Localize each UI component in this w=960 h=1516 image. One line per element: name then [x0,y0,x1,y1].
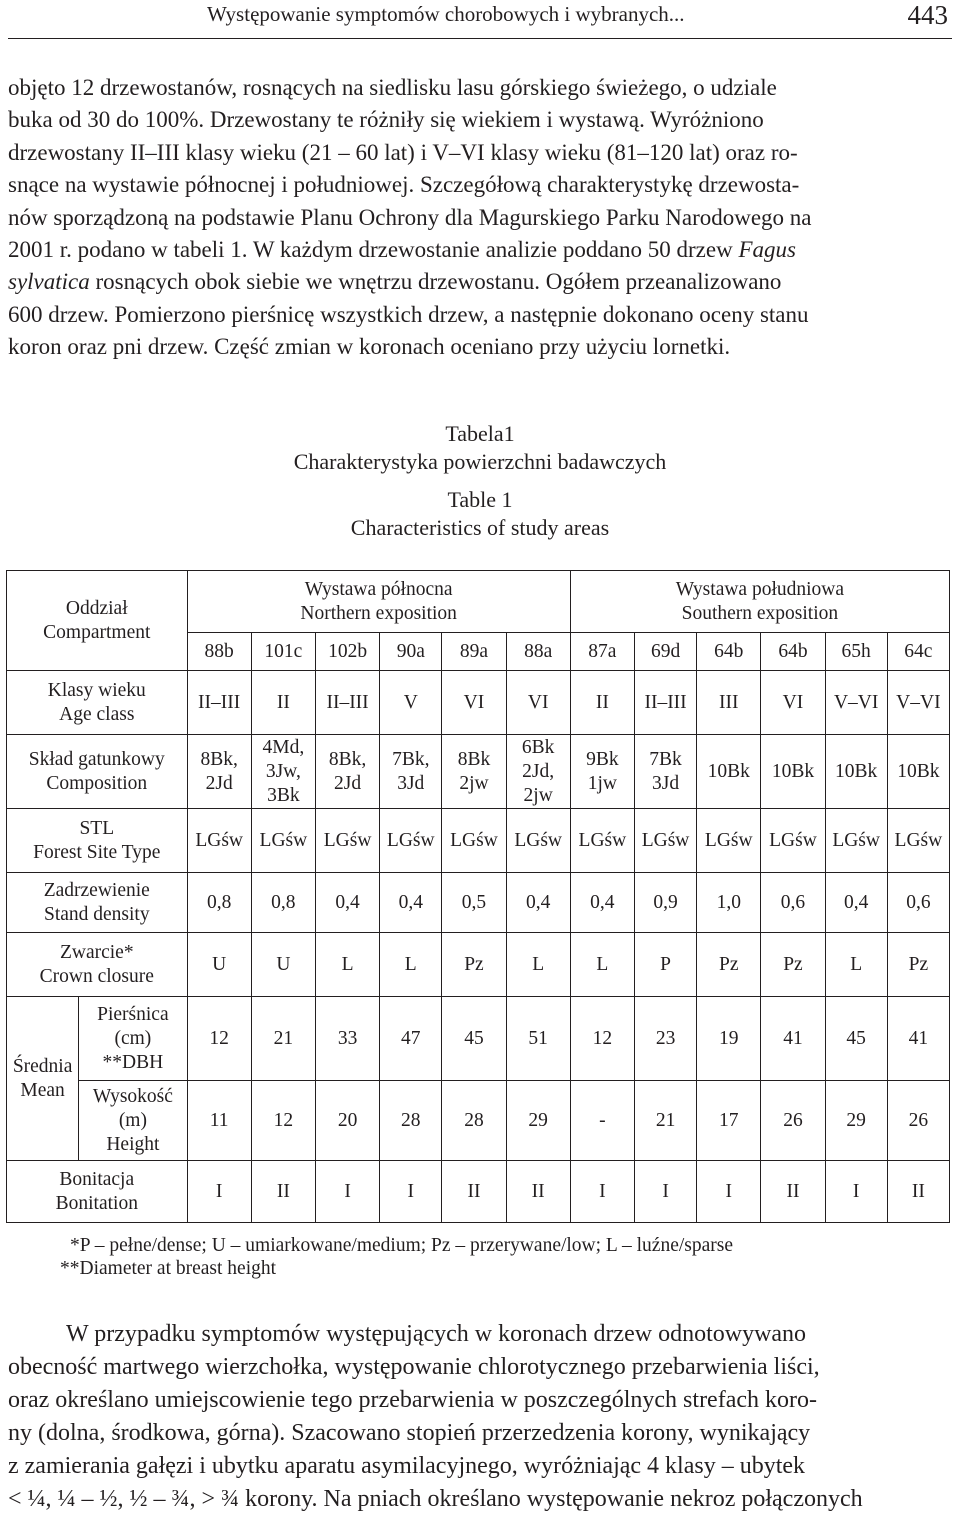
text-line: z zamierania gałęzi i ubytku aparatu asymilacyjnego, wyróżniając 4 klasy – ubytek [8,1453,806,1479]
closing-paragraph [8,1318,948,1516]
table-cell: 33 [315,997,379,1081]
compartment-cell: 65h [825,633,887,671]
table-cell: 0,5 [442,873,506,933]
table-cell: 0,4 [506,873,570,933]
text-line [8,234,948,266]
table-cell: 28 [442,1081,506,1161]
table-cell: 9Bk 1jw [570,735,634,809]
table-cell: 8Bk 2jw [442,735,506,809]
table-cell: 26 [887,1081,949,1161]
table-cell: 19 [697,997,761,1081]
table-cell: LGśw [187,809,251,873]
table-cell: U [251,933,315,997]
composition-row [7,735,950,809]
table-cell: 8Bk, 2Jd [187,735,251,809]
table-cell: Pz [442,933,506,997]
table-cell: 21 [634,1081,696,1161]
table-cell: I [697,1161,761,1223]
table-cell: II [761,1161,825,1223]
table-cell: I [187,1161,251,1223]
table-cell: 12 [570,997,634,1081]
table-cell: I [570,1161,634,1223]
table-cell: 0,4 [825,873,887,933]
compartment-cell: 64c [887,633,949,671]
table-cell: 0,4 [315,873,379,933]
table-cell: 21 [251,997,315,1081]
table-cell: 45 [442,997,506,1081]
table-cell: 26 [761,1081,825,1161]
table-cell: II [251,1161,315,1223]
stand-density-row [7,873,950,933]
crown-closure-row [7,933,950,997]
forest-site-type-row [7,809,950,873]
table-cell: 0,4 [570,873,634,933]
table-cell: L [506,933,570,997]
table-cell: 10Bk [697,735,761,809]
row-label: STL Forest Site Type [7,809,188,873]
compartment-cell: 88b [187,633,251,671]
table-cell: II [887,1161,949,1223]
table-cell: I [315,1161,379,1223]
table-cell: L [380,933,442,997]
table-cell: 41 [761,997,825,1081]
footnote: **Diameter at breast height [60,1258,277,1279]
table-cell: 29 [506,1081,570,1161]
text-line: nów sporządzoną na podstawie Planu Ochrony dla Magurskiego Parku Narodowego na [8,204,812,230]
text-line: ny (dolna, środkowa, górna). Szacowano stopień przerzedzenia korony, wynikający [8,1420,811,1446]
table-cell: L [825,933,887,997]
table-cell: LGśw [761,809,825,873]
age-class-row [7,671,950,735]
table-cell: VI [761,671,825,735]
table-number-en: Table 1 [447,487,513,512]
table-cell: 12 [251,1081,315,1161]
page-number: 443 [907,0,948,30]
table-cell: 10Bk [761,735,825,809]
table-cell: LGśw [697,809,761,873]
text-line: W przypadku symptomów występujących w koronach drzew odnotowywano [66,1321,807,1347]
running-title: Występowanie symptomów chorobowych i wybranych... [207,2,685,26]
text-fragment: rosnących obok siebie we wnętrzu drzewostanu. Ogółem przeanalizowano [89,269,782,295]
compartment-cell: 87a [570,633,634,671]
compartment-cell: 101c [251,633,315,671]
bonitation-row [7,1161,950,1223]
row-label: Klasy wieku Age class [7,671,188,735]
table-cell: II–III [315,671,379,735]
table-cell: Pz [887,933,949,997]
table-cell: III [697,671,761,735]
table-cell: II [570,671,634,735]
table-cell: Pz [761,933,825,997]
row-label: Bonitacja Bonitation [7,1161,188,1223]
table-cell: 6Bk 2Jd, 2jw [506,735,570,809]
table-cell: 47 [380,997,442,1081]
footnote: *P – pełne/dense; U – umiarkowane/medium; Pz – przerywane/low; L – luźne/sparse [70,1235,733,1256]
table-cell: I [380,1161,442,1223]
southern-exposition-header: Wystawa południowa Southern exposition [570,571,949,633]
table-cell: 17 [697,1081,761,1161]
table-cell: 0,4 [380,873,442,933]
table-cell: 20 [315,1081,379,1161]
row-label: Pierśnica (cm) **DBH [79,997,187,1081]
compartment-cell: 64b [761,633,825,671]
compartment-cell: 102b [315,633,379,671]
text-line [8,266,948,298]
table-cell: 7Bk 3Jd [634,735,696,809]
table-cell: 7Bk, 3Jd [380,735,442,809]
table-cell: LGśw [570,809,634,873]
row-label: Zadrzewienie Stand density [7,873,188,933]
compartment-header: Oddział Compartment [7,571,188,671]
table-cell: LGśw [634,809,696,873]
table-cell: LGśw [825,809,887,873]
table-cell: LGśw [315,809,379,873]
table-cell: L [570,933,634,997]
table-cell: I [825,1161,887,1223]
table-cell: 23 [634,997,696,1081]
row-label: Skład gatunkowy Composition [7,735,188,809]
table-cell: II [442,1161,506,1223]
table-cell: 51 [506,997,570,1081]
mean-label: Średnia Mean [7,997,79,1161]
table-cell: II [506,1161,570,1223]
text-line: obecność martwego wierzchołka, występowanie chlorotycznego przebarwienia liści, [8,1354,820,1380]
compartment-cell: 69d [634,633,696,671]
compartment-cell: 64b [697,633,761,671]
table-cell: P [634,933,696,997]
table-cell: V–VI [825,671,887,735]
text-fragment: 2001 r. podano w tabeli 1. W każdym drzewostanie analizie poddano 50 drzew [8,237,739,263]
table-cell: 0,8 [251,873,315,933]
table-cell: I [634,1161,696,1223]
table-cell: II [251,671,315,735]
compartment-cell: 88a [506,633,570,671]
table-footnotes [60,1234,733,1280]
table-cell: 8Bk, 2Jd [315,735,379,809]
table-cell: 10Bk [887,735,949,809]
text-line: koron oraz pni drzew. Część zmian w koronach oceniano przy użyciu lornetki. [8,334,731,360]
table-cell: VI [506,671,570,735]
table-cell: VI [442,671,506,735]
table-cell: 0,9 [634,873,696,933]
table-number-pl: Tabela1 [445,421,515,446]
table-cell: 1,0 [697,873,761,933]
dbh-row [7,997,950,1081]
table-cell: II–III [187,671,251,735]
table-cell: 45 [825,997,887,1081]
intro-paragraph [8,72,948,364]
table-cell: 11 [187,1081,251,1161]
text-line: 600 drzew. Pomierzono pierśnicę wszystkich drzew, a następnie dokonano oceny stanu [8,301,809,327]
table-cell: 0,6 [887,873,949,933]
text-line: snące na wystawie północnej i południowej. Szczegółową charakterystykę drzewosta- [8,172,800,198]
species-name: Fagus [738,237,796,263]
compartment-cell: 90a [380,633,442,671]
text-line: oraz określano umiejscowienie tego przebarwienia w poszczególnych strefach koro- [8,1387,817,1413]
text-line: objęto 12 drzewostanów, rosnących na siedlisku lasu górskiego świeżego, o udziale [8,75,777,100]
running-header [8,0,952,39]
species-name: sylvatica [8,269,90,295]
text-line: buka od 30 do 100%. Drzewostany te różniły się wiekiem i wystawą. Wyróżniono [8,107,764,133]
row-label: Wysokość (m) Height [79,1081,187,1161]
table-cell: LGśw [380,809,442,873]
table-cell: II–III [634,671,696,735]
table-cell: U [187,933,251,997]
table-cell: 10Bk [825,735,887,809]
height-row [7,1081,950,1161]
table-cell: LGśw [442,809,506,873]
table-title-en: Characteristics of study areas [350,515,610,540]
table-cell: 0,6 [761,873,825,933]
table-cell: L [315,933,379,997]
row-label: Zwarcie* Crown closure [7,933,188,997]
table-cell: V–VI [887,671,949,735]
table-cell: LGśw [251,809,315,873]
table-cell: LGśw [887,809,949,873]
table-cell: 4Md, 3Jw, 3Bk [251,735,315,809]
table-title-pl: Charakterystyka powierzchni badawczych [293,449,667,474]
table-cell: 29 [825,1081,887,1161]
table-cell: V [380,671,442,735]
table-cell: 0,8 [187,873,251,933]
text-line: < ¼, ¼ – ½, ½ – ¾, > ¾ korony. Na pniach określano występowanie nekroz połączonych [8,1486,863,1512]
table-cell: - [570,1081,634,1161]
table-cell: 41 [887,997,949,1081]
table-cell: Pz [697,933,761,997]
compartment-cell: 89a [442,633,506,671]
table-cell: 12 [187,997,251,1081]
study-areas-table [6,570,950,1223]
text-line: drzewostany II–III klasy wieku (21 – 60 lat) i V–VI klasy wieku (81–120 lat) oraz ro- [8,139,798,165]
northern-exposition-header: Wystawa północna Northern exposition [187,571,570,633]
table-cell: LGśw [506,809,570,873]
table-cell: 28 [380,1081,442,1161]
